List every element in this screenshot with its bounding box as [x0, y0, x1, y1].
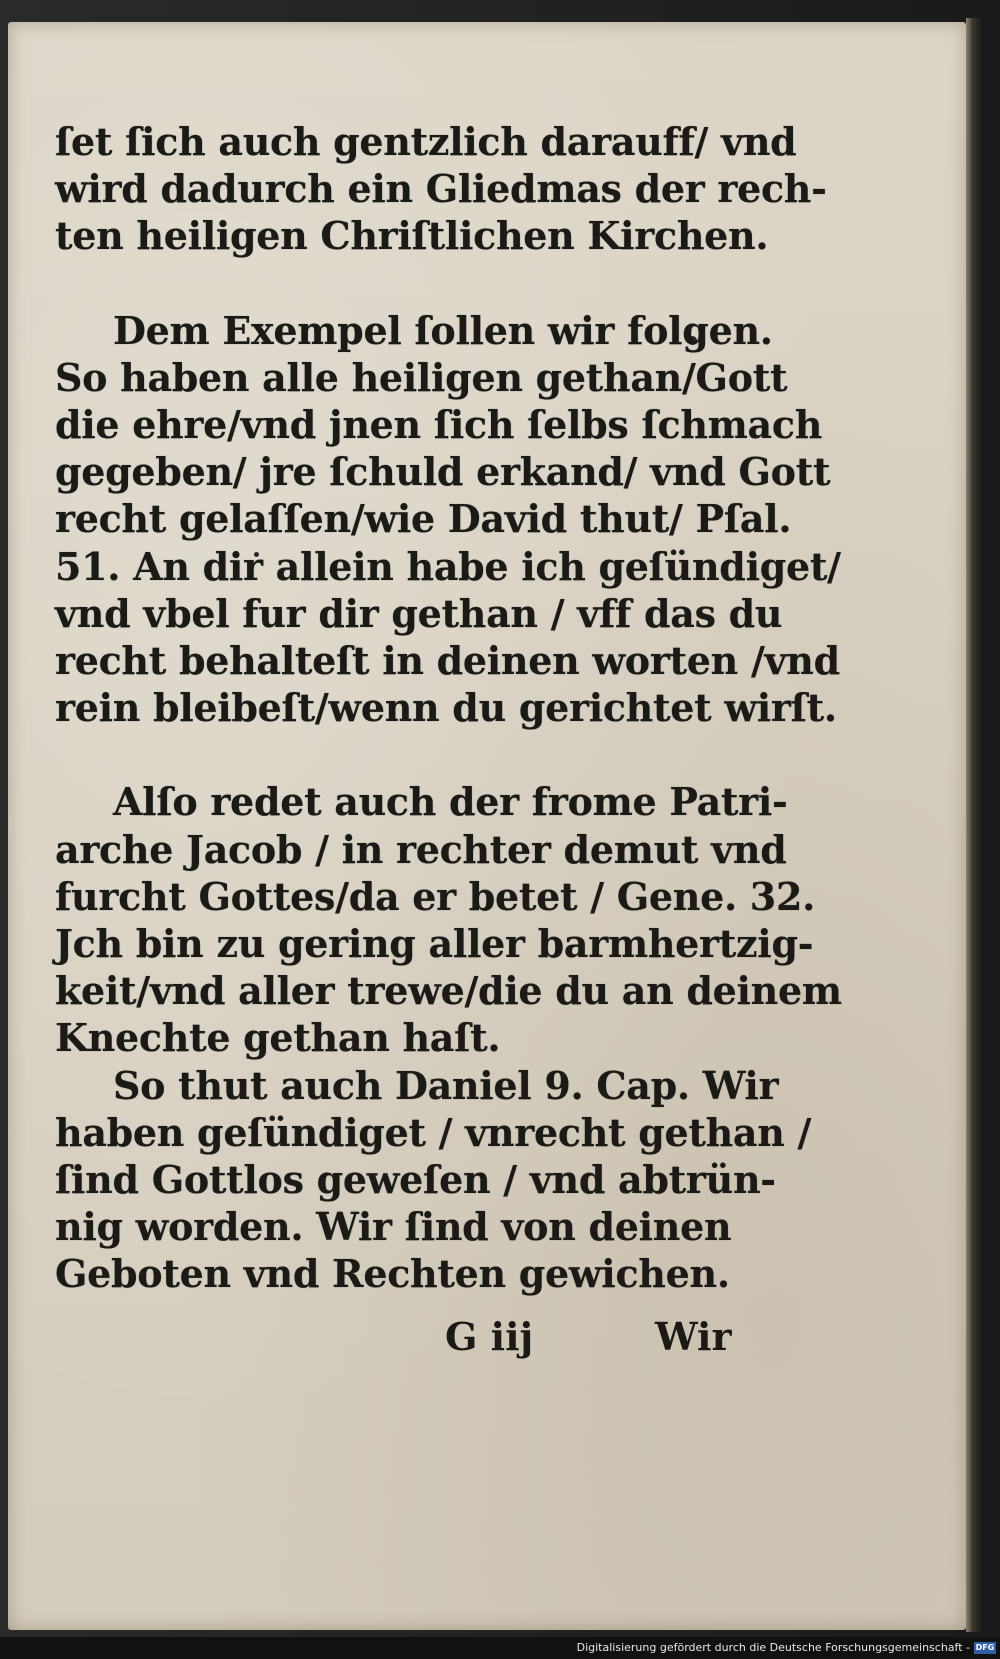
text-line: Knechte gethan haſt.: [55, 1015, 501, 1061]
paragraph-1: [55, 118, 827, 260]
credit-bar: [0, 1637, 1000, 1659]
text-line: recht behalteſt in deinen worten /vnd: [55, 638, 840, 684]
page-edge: [966, 18, 982, 1632]
dfg-logo-icon: DFG: [975, 1643, 995, 1652]
text-line: So haben alle heiligen gethan/Gott: [55, 354, 788, 400]
text-line: keit/vnd aller trewe/die du an deinem: [55, 968, 842, 1014]
page-foot: [55, 1312, 755, 1362]
paragraph-2: [55, 307, 841, 732]
text-line: ſind Gottlos geweſen / vnd abtrün-: [55, 1157, 776, 1203]
paragraph-gap: [55, 260, 755, 307]
text-line: wird dadurch ein Gliedmas der rech-: [55, 166, 827, 212]
catchword: Wir: [655, 1314, 732, 1359]
text-line: rein bleibeſt/wenn du gerichtet wirſt.: [55, 685, 837, 731]
text-line: Geboten vnd Rechten gewichen.: [55, 1251, 730, 1297]
text-line: furcht Gottes/da er betet / Gene. 32.: [55, 873, 816, 919]
credit-text: Digitalisierung gefördert durch die Deutsche Forschungsgemeinschaft -: [576, 1641, 970, 1654]
text-line: haben geſündiget / vnrecht gethan /: [55, 1109, 812, 1155]
text-line: 51. An dir allein habe ich geſündiget/: [55, 543, 841, 589]
paragraph-gap: [55, 731, 755, 778]
text-line: Dem Exempel ſollen wir folgen.: [113, 307, 773, 353]
text-line: ten heiligen Chriſtlichen Kirchen.: [55, 213, 769, 259]
paragraph-3: [55, 778, 842, 1061]
text-line: die ehre/vnd jnen ſich ſelbs ſchmach: [55, 402, 823, 448]
text-line: arche Jacob / in rechter demut vnd: [55, 826, 787, 872]
text-line: Alſo redet auch der frome Patri-: [113, 779, 788, 825]
text-line: So thut auch Daniel 9. Cap. Wir: [113, 1062, 779, 1108]
body-text: [55, 118, 842, 1298]
text-line: ſet ſich auch gentzlich darauff/ vnd: [55, 119, 797, 164]
text-line: gegeben/ jre ſchuld erkand/ vnd Gott: [55, 449, 831, 495]
paragraph-4: [55, 1062, 812, 1298]
text-line: nig worden. Wir ſind von deinen: [55, 1204, 732, 1250]
text-line: recht gelaſſen/wie David thut/ Pſal.: [55, 496, 792, 542]
text-line: vnd vbel fur dir gethan / vff das du: [55, 590, 783, 636]
text-line: Jch bin zu gering aller barmhertzig-: [55, 921, 814, 967]
signature-mark: G iij: [445, 1314, 534, 1359]
